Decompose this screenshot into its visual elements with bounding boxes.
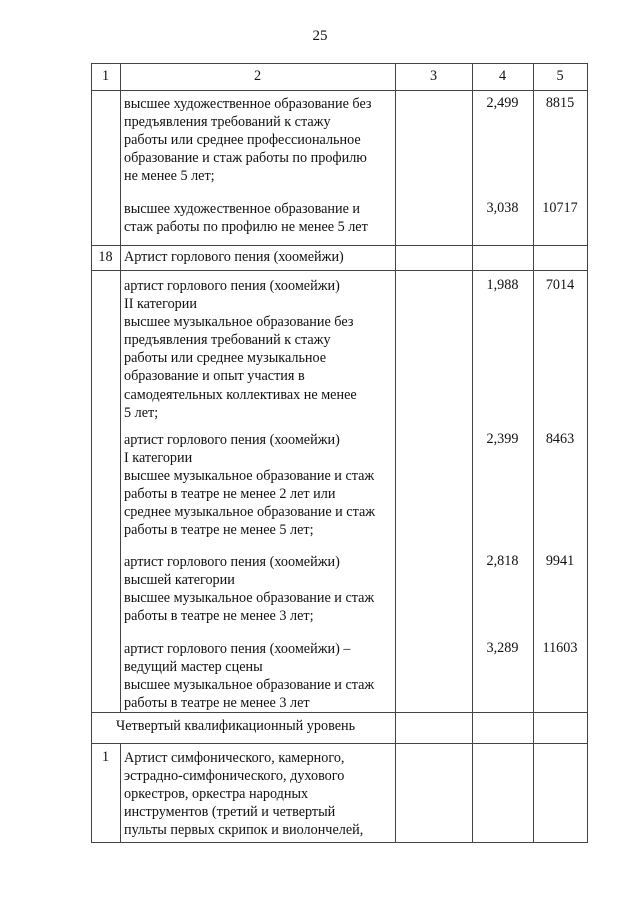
row-number: 18 [98,249,113,265]
salary: 8463 [545,431,575,447]
page-number: 25 [312,28,328,44]
qualification-text: артист горлового пения (хоомейжи) II категории высшее музыкальное образование без предъявления требований к стажу работы или среднее музыкальное образование и опыт участия в самодеятельных коллективах не менее 5 лет; [124,278,357,421]
coefficient: 2,818 [486,553,519,569]
coefficient: 2,499 [486,95,519,111]
row-number: 1 [101,749,110,765]
header-col-2: 2 [253,68,262,84]
coefficient: 2,399 [486,431,519,447]
position-title: Артист симфонического, камерного, эстрадно-симфонического, духового оркестров, оркестра народных инструментов (третий и четвертый пульты первых скрипок и виолончелей, [124,750,364,839]
salary: 7014 [545,277,575,293]
qualification-text: высшее художественное образование и стаж работы по профилю не менее 5 лет [124,201,368,236]
qualification-text: артист горлового пения (хоомейжи) – ведущий мастер сцены высшее музыкальное образование и стаж работы в театре не менее 3 лет [124,641,375,712]
salary: 9941 [545,553,575,569]
header-col-1: 1 [101,68,110,84]
qualification-text: высшее художественное образование без предъявления требований к стажу работы или среднее профессиональное образование и стаж работы по профилю не менее 5 лет; [124,96,372,185]
coefficient: 3,289 [486,640,519,656]
qualification-text: артист горлового пения (хоомейжи) I категории высшее музыкальное образование и стаж работы в театре не менее 2 лет или среднее музыкальное образование и стаж работы в театре не менее 5 лет; [124,432,376,539]
qualification-text: артист горлового пения (хоомейжи) высшей категории высшее музыкальное образование и стаж работы в театре не менее 3 лет; [124,554,375,625]
header-col-5: 5 [556,68,564,84]
position-title: Артист горлового пения (хоомейжи) [124,249,344,265]
coefficient: 1,988 [486,277,519,293]
coefficient: 3,038 [486,200,519,216]
salary: 8815 [545,95,575,111]
salary: 10717 [542,200,578,216]
header-col-4: 4 [498,68,507,84]
section-heading: Четвертый квалификационный уровень [116,718,356,734]
salary: 11603 [542,640,578,656]
header-col-3: 3 [429,68,438,84]
